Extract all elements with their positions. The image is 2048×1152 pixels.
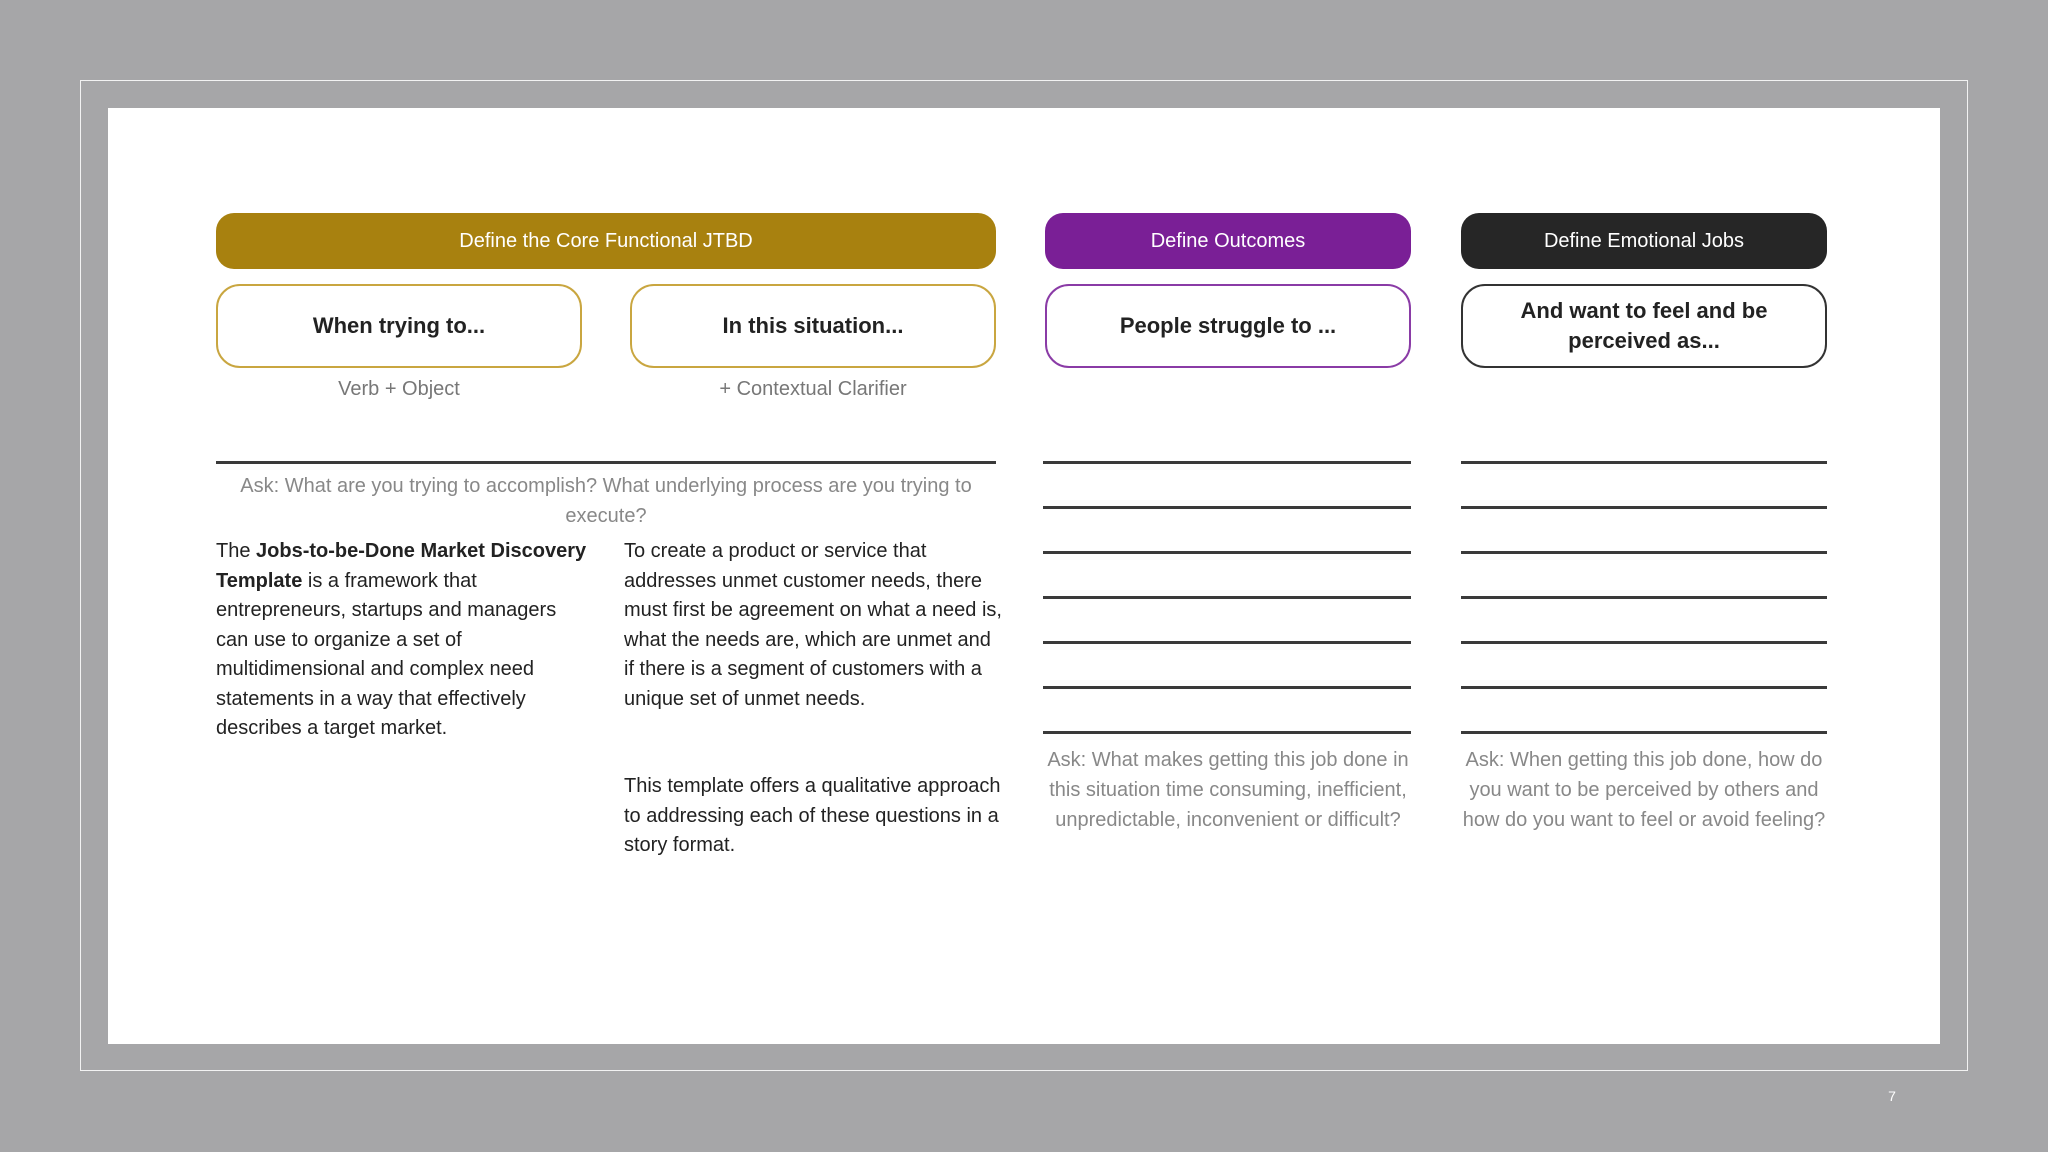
approach-paragraph: This template offers a qualitative approach to addressing each of these questions in a story format. xyxy=(624,775,1001,856)
answer-line-outcomes xyxy=(1043,641,1411,644)
header-define-emotional-jobs: Define Emotional Jobs xyxy=(1461,213,1827,269)
slide xyxy=(108,108,1940,1044)
answer-line-emotional xyxy=(1461,461,1827,464)
answer-line-outcomes xyxy=(1043,731,1411,734)
answer-line-emotional xyxy=(1461,641,1827,644)
answer-line-outcomes xyxy=(1043,551,1411,554)
header-define-outcomes: Define Outcomes xyxy=(1045,213,1411,269)
intro-paragraph xyxy=(216,537,592,744)
header-core-functional-jtbd: Define the Core Functional JTBD xyxy=(216,213,996,269)
answer-line-emotional xyxy=(1461,596,1827,599)
prompt-in-this-situation: In this situation... xyxy=(630,284,996,368)
answer-line-emotional xyxy=(1461,731,1827,734)
answer-line-emotional xyxy=(1461,551,1827,554)
prompt-want-to-feel xyxy=(1461,284,1827,368)
answer-line-emotional xyxy=(1461,686,1827,689)
ask-emotional-question: Ask: When getting this job done, how do you want to be perceived by others and how do you want to feel or avoid feeling? xyxy=(1462,749,1826,831)
prompt-want-to-feel-text: And want to feel and be perceived as... xyxy=(1520,298,1768,353)
prompt-when-trying-to: When trying to... xyxy=(216,284,582,368)
sublabel-contextual-clarifier: + Contextual Clarifier xyxy=(719,378,907,400)
needs-paragraph: To create a product or service that addresses unmet customer needs, there must first be agreement on what a need is, what the needs are, which are unmet and if there is a segment of customers with a unique set of unmet needs. xyxy=(624,540,1002,710)
intro-lead: The xyxy=(216,540,257,562)
answer-line-outcomes xyxy=(1043,596,1411,599)
prompt-people-struggle-to: People struggle to ... xyxy=(1045,284,1411,368)
ask-core-question: Ask: What are you trying to accomplish? What underlying process are you trying to execute? xyxy=(240,475,972,527)
answer-line-outcomes xyxy=(1043,461,1411,464)
answer-line-outcomes xyxy=(1043,686,1411,689)
ask-outcomes-question: Ask: What makes getting this job done in this situation time consuming, inefficient, unpredictable, inconvenient or difficult? xyxy=(1047,749,1409,831)
answer-line-outcomes xyxy=(1043,506,1411,509)
template-name: Jobs-to-be-Done Market Discovery Template xyxy=(216,540,587,592)
answer-line-emotional xyxy=(1461,506,1827,509)
intro-rest: is a framework that entrepreneurs, startups and managers can use to organize a set of multidimensional and complex need statements in a way that effectively describes a target market. xyxy=(216,569,557,739)
answer-line-core xyxy=(216,461,996,464)
sublabel-verb-object: Verb + Object xyxy=(338,378,460,400)
page-number: 7 xyxy=(1888,1088,1896,1104)
